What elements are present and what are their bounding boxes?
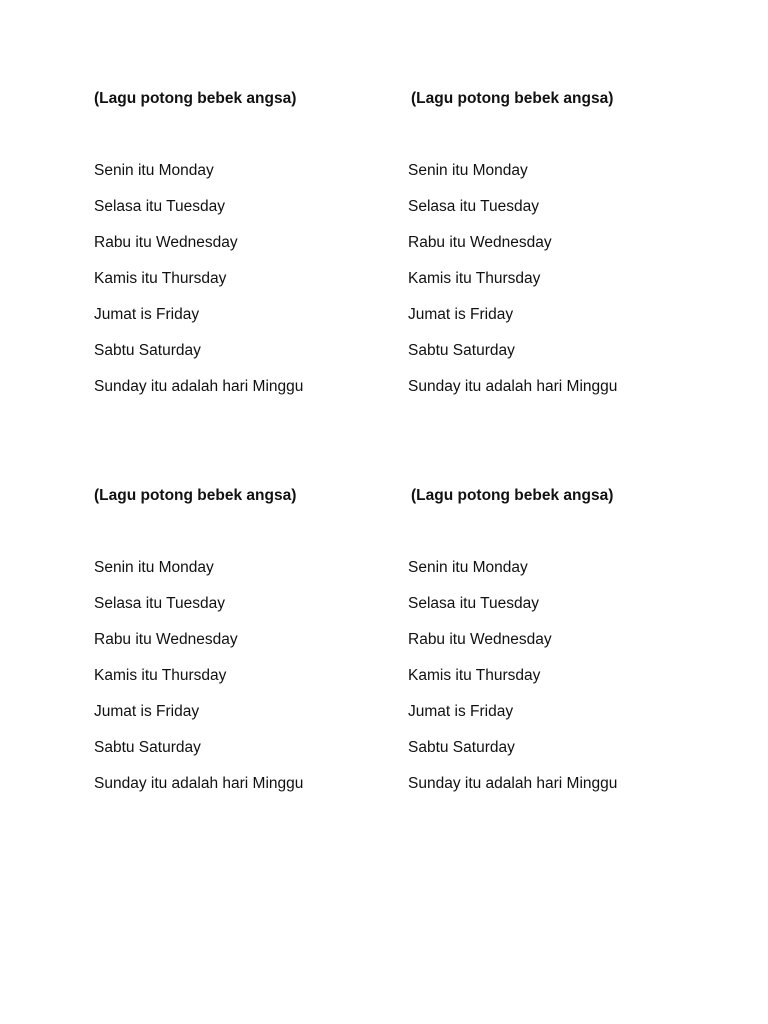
song-title: (Lagu potong bebek angsa) [411,90,614,107]
lyric-line-jumat: Jumat is Friday [408,703,514,720]
lyric-line-sabtu: Sabtu Saturday [94,739,201,756]
song-block-top-right [408,89,708,397]
song-title: (Lagu potong bebek angsa) [411,487,614,504]
lyric-line-selasa: Selasa itu Tuesday [94,198,225,215]
song-block-bottom-right [408,486,708,794]
lyric-line-senin: Senin itu Monday [408,162,528,179]
lyric-line-sunday: Sunday itu adalah hari Minggu [408,378,618,395]
lyric-line-senin: Senin itu Monday [408,559,528,576]
lyric-line-jumat: Jumat is Friday [94,703,200,720]
lyric-line-senin: Senin itu Monday [94,162,214,179]
song-lyrics [94,161,394,397]
lyric-line-sabtu: Sabtu Saturday [408,739,515,756]
song-title: (Lagu potong bebek angsa) [94,487,297,504]
song-block-top-left [94,89,394,397]
lyric-line-rabu: Rabu itu Wednesday [94,234,238,251]
lyric-line-selasa: Selasa itu Tuesday [94,595,225,612]
lyric-line-sunday: Sunday itu adalah hari Minggu [94,775,304,792]
lyric-line-rabu: Rabu itu Wednesday [408,631,552,648]
lyric-line-senin: Senin itu Monday [94,559,214,576]
lyric-line-selasa: Selasa itu Tuesday [408,595,539,612]
song-lyrics [408,558,708,794]
lyric-line-kamis: Kamis itu Thursday [94,270,227,287]
song-lyrics [408,161,708,397]
song-lyrics [94,558,394,794]
song-title: (Lagu potong bebek angsa) [94,90,297,107]
lyric-line-kamis: Kamis itu Thursday [408,667,541,684]
lyric-line-rabu: Rabu itu Wednesday [408,234,552,251]
lyric-line-sunday: Sunday itu adalah hari Minggu [94,378,304,395]
lyric-line-kamis: Kamis itu Thursday [408,270,541,287]
lyric-line-selasa: Selasa itu Tuesday [408,198,539,215]
lyric-line-jumat: Jumat is Friday [94,306,200,323]
lyric-line-kamis: Kamis itu Thursday [94,667,227,684]
lyric-line-sabtu: Sabtu Saturday [94,342,201,359]
lyric-line-sunday: Sunday itu adalah hari Minggu [408,775,618,792]
lyric-line-rabu: Rabu itu Wednesday [94,631,238,648]
lyric-line-jumat: Jumat is Friday [408,306,514,323]
song-block-bottom-left [94,486,394,794]
lyric-line-sabtu: Sabtu Saturday [408,342,515,359]
